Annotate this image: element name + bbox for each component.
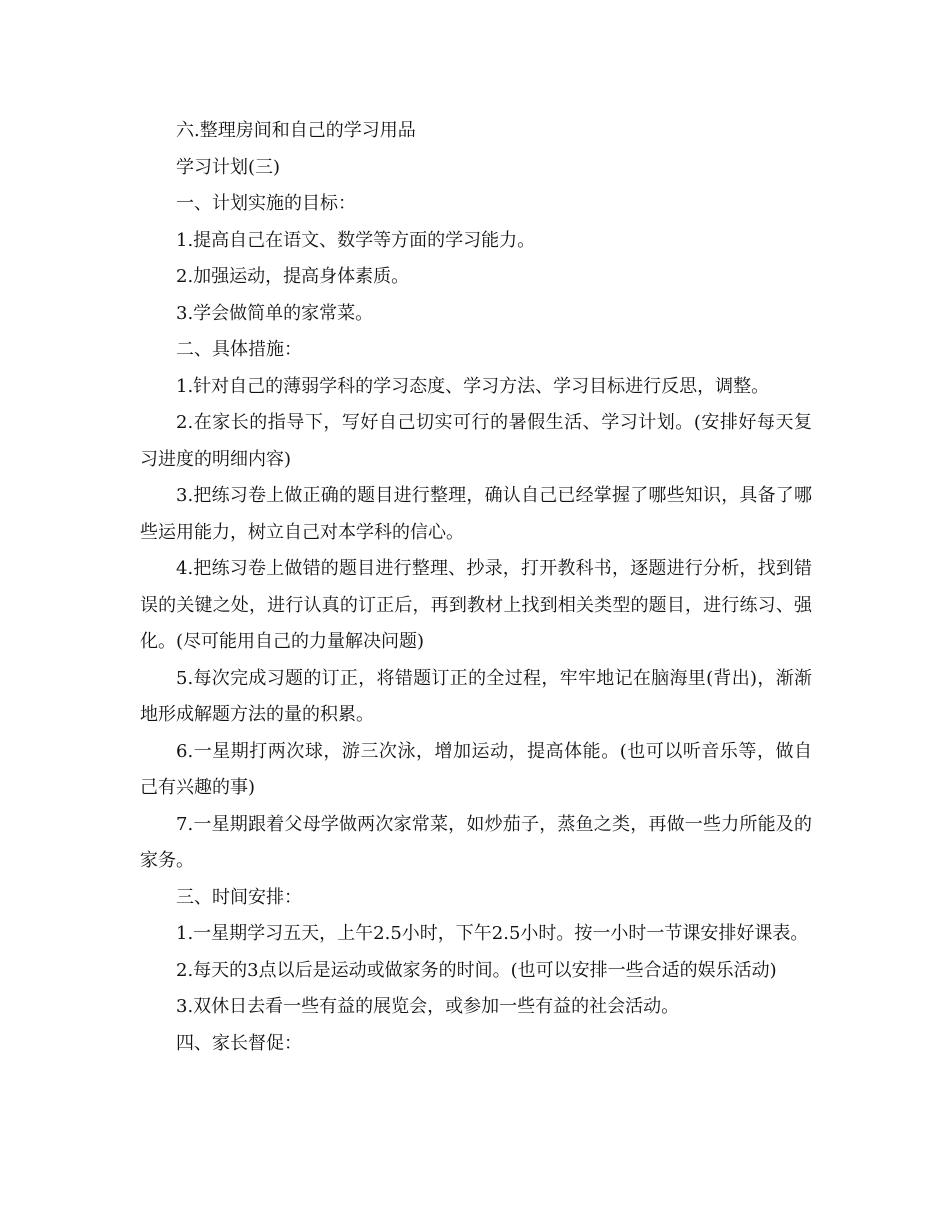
paragraph-measure-6: 6.一星期打两次球，游三次泳，增加运动，提高体能。(也可以听音乐等，做自己有兴趣的事) [140,740,812,798]
paragraph-measure-2: 2.在家长的指导下，写好自己切实可行的暑假生活、学习计划。(安排好每天复习进度的明细内容) [140,412,812,470]
paragraph-goal-3: 3.学会做简单的家常菜。 [176,302,374,324]
paragraph-schedule-2: 2.每天的3点以后是运动或做家务的时间。(也可以安排一些合适的娱乐活动) [176,959,777,981]
paragraph-measure-1: 1.针对自己的薄弱学科的学习态度、学习方法、学习目标进行反思，调整。 [176,375,770,397]
paragraph-schedule-1: 1.一星期学习五天，上午2.5小时，下午2.5小时。按一小时一节课安排好课表。 [176,923,809,944]
paragraph-plan-title: 学习计划(三) [176,156,281,178]
paragraph-section-measures: 二、具体措施： [176,339,302,360]
document-body [140,113,812,1062]
paragraph-goal-2: 2.加强运动，提高身体素质。 [176,266,410,287]
paragraph-schedule-3: 3.双休日去看一些有益的展览会，或参加一些有益的社会活动。 [176,996,680,1017]
paragraph-section-parent: 四、家长督促： [176,1032,302,1054]
paragraph-section-schedule: 三、时间安排： [176,886,302,908]
paragraph-measure-5: 5.每次完成习题的订正，将错题订正的全过程，牢牢地记在脑海里(背出)，渐渐地形成解题方法的量的积累。 [140,667,812,725]
paragraph-measure-3: 3.把练习卷上做正确的题目进行整理，确认自己已经掌握了哪些知识，具备了哪些运用能力，树立自己对本学科的信心。 [140,485,812,543]
paragraph-measure-4: 4.把练习卷上做错的题目进行整理、抄录，打开教科书，逐题进行分析，找到错误的关键之处，进行认真的订正后，再到教材上找到相关类型的题目，进行练习、强化。(尽可能用自己的力量解决问题) [140,558,812,652]
paragraph-measure-7: 7.一星期跟着父母学做两次家常菜，如炒茄子，蒸鱼之类，再做一些力所能及的家务。 [140,813,812,871]
paragraph-heading-six: 六.整理房间和自己的学习用品 [176,120,416,141]
paragraph-section-goals: 一、计划实施的目标： [176,193,356,214]
paragraph-goal-1: 1.提高自己在语文、数学等方面的学习能力。 [176,229,536,251]
